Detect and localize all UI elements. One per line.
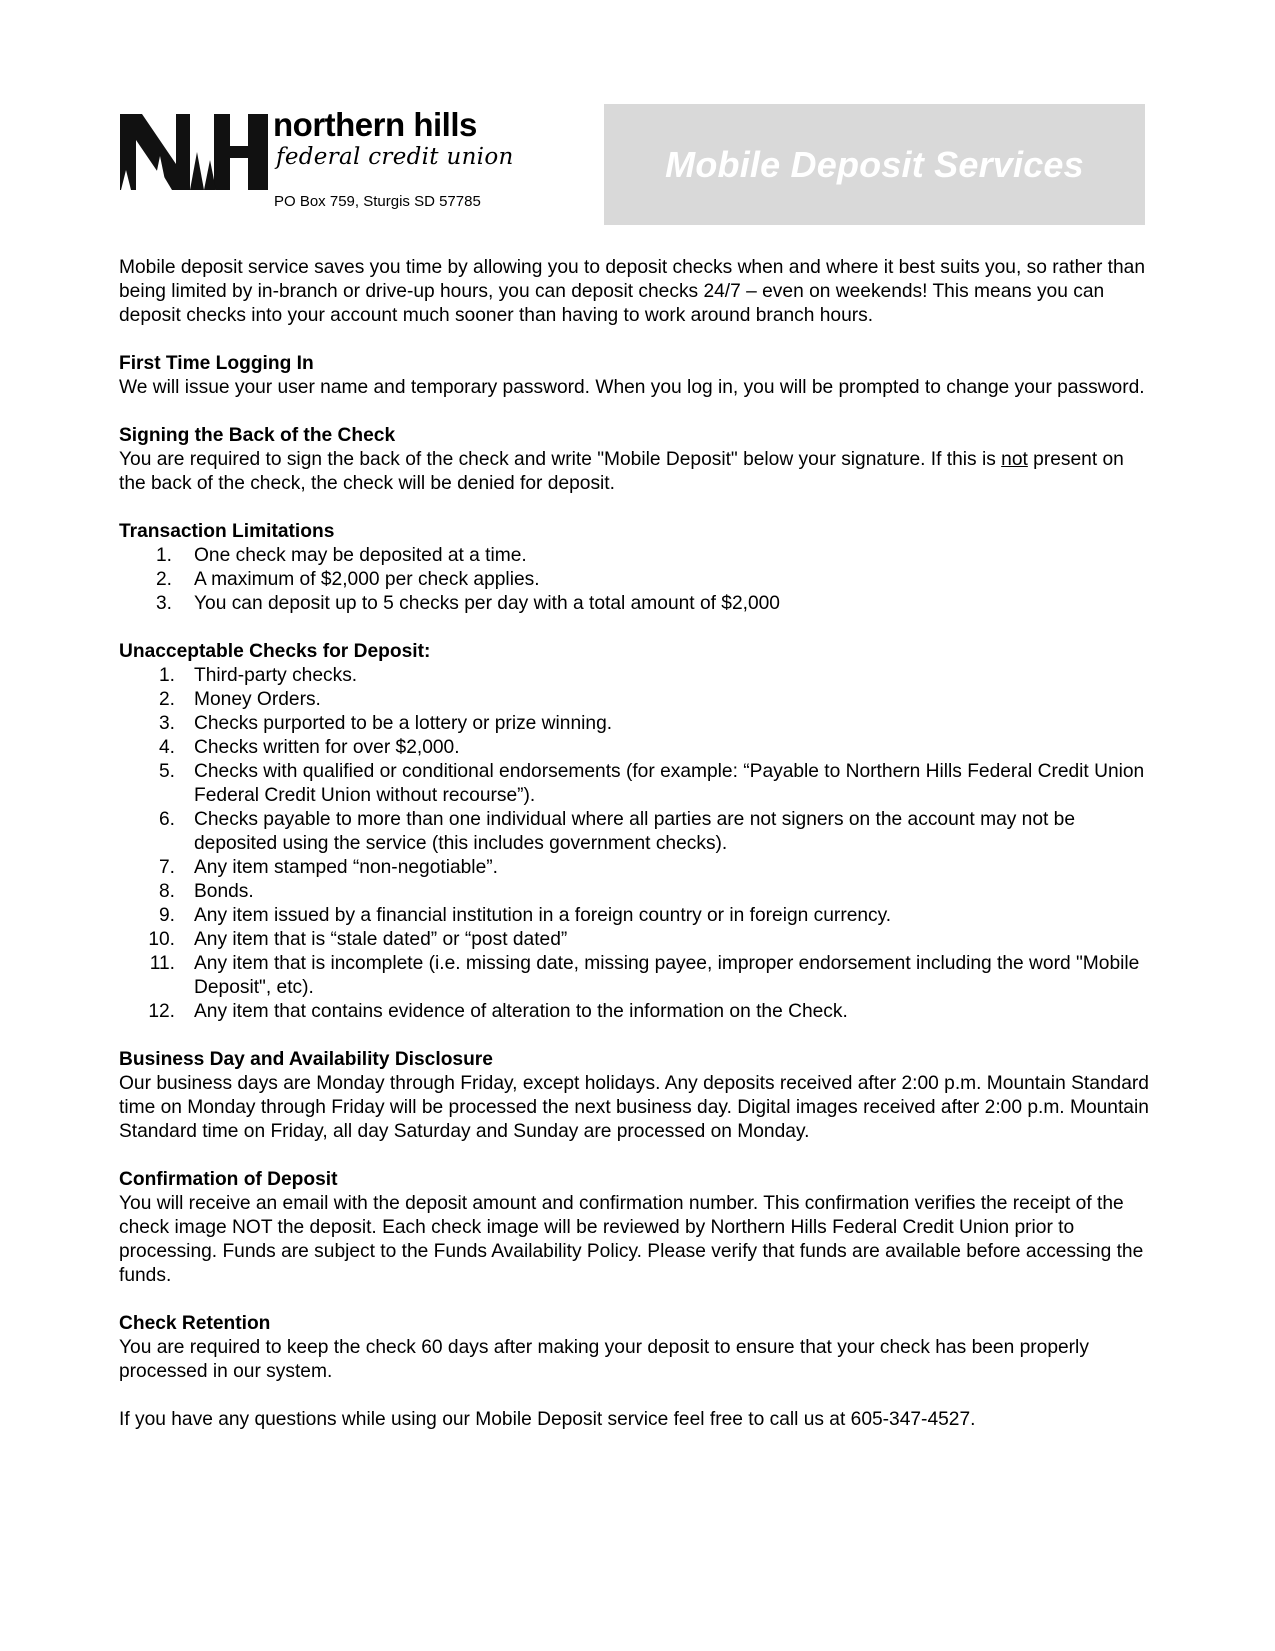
signing-text-part: present on the back of the check, the check will be denied for deposit. (119, 449, 1124, 494)
list-text: You can deposit up to 5 checks per day with a total amount of $2,000 (194, 593, 780, 614)
list-text: Any item that is incomplete (i.e. missing date, missing payee, improper endorsement including the word "Mobile Deposit", etc). (194, 953, 1140, 998)
list-item (119, 664, 1149, 688)
list-item (119, 928, 1149, 952)
limits-list (119, 544, 1149, 616)
list-item (119, 1000, 1149, 1024)
list-number: 11. (149, 953, 175, 974)
unacceptable-heading: Unacceptable Checks for Deposit: (119, 641, 431, 662)
list-number: 1. (158, 665, 175, 686)
page-title: Mobile Deposit Services (665, 143, 1084, 185)
business-day-heading: Business Day and Availability Disclosure (119, 1049, 493, 1070)
retention-text: You are required to keep the check 60 days after making your deposit to ensure that your check has been properly processed in our system. (119, 1337, 1089, 1382)
unacceptable-list (119, 664, 1149, 1024)
confirmation-heading: Confirmation of Deposit (119, 1169, 338, 1190)
first-login-text: We will issue your user name and temporary password. When you log in, you will be prompted to change your password. (119, 377, 1145, 398)
first-login-heading: First Time Logging In (119, 353, 314, 374)
list-number: 10. (148, 929, 175, 950)
signing-text (119, 448, 1149, 496)
logo-name: northern hills (273, 106, 477, 143)
list-number: 2. (155, 569, 172, 590)
list-item (119, 856, 1149, 880)
closing-paragraph: If you have any questions while using our Mobile Deposit service feel free to call us at 605-347-4527. (119, 1409, 976, 1430)
list-text: Checks written for over $2,000. (194, 737, 460, 758)
list-item (119, 544, 1149, 568)
signing-heading: Signing the Back of the Check (119, 425, 396, 446)
list-number: 9. (158, 905, 175, 926)
list-number: 3. (155, 593, 172, 614)
list-item (119, 592, 1149, 616)
document-body (119, 256, 1149, 1432)
list-item (119, 808, 1149, 856)
logo-subtitle: federal credit union (276, 144, 514, 170)
list-item (119, 904, 1149, 928)
list-item (119, 952, 1149, 1000)
list-text: Any item stamped “non-negotiable”. (194, 857, 498, 878)
list-text: Third-party checks. (194, 665, 358, 686)
credit-union-logo (118, 106, 538, 212)
business-day-text: Our business days are Monday through Friday, except holidays. Any deposits received after 2:00 p.m. Mountain Standard time on Monday through Friday will be processed the next business day. Digital images received after 2:00 p.m. Mountain Standard time on Friday, all day Saturday and Sunday are processed on Monday. (119, 1073, 1149, 1142)
mailing-address: PO Box 759, Sturgis SD 57785 (274, 193, 481, 210)
list-number: 3. (158, 713, 175, 734)
confirmation-text: You will receive an email with the deposit amount and confirmation number. This confirmation verifies the receipt of the check image NOT the deposit. Each check image will be reviewed by Northern Hills Federal Credit Union prior to processing. Funds are subject to the Funds Availability Policy. Please verify that funds are available before accessing the funds. (119, 1193, 1144, 1286)
list-text: Bonds. (194, 881, 254, 902)
intro-paragraph: Mobile deposit service saves you time by allowing you to deposit checks when and where it best suits you, so rather than being limited by in-branch or drive-up hours, you can deposit checks 24/7 – even on weekends! This means you can deposit checks into your account much sooner than having to work around branch hours. (119, 257, 1146, 326)
limits-heading: Transaction Limitations (119, 521, 335, 542)
list-number: 7. (158, 857, 175, 878)
list-item (119, 760, 1149, 808)
list-text: Checks with qualified or conditional endorsements (for example: “Payable to Northern Hills Federal Credit Union Federal Credit Union without recourse”). (194, 761, 1145, 806)
list-number: 8. (158, 881, 175, 902)
list-text: Any item that contains evidence of alteration to the information on the Check. (194, 1001, 848, 1022)
list-number: 6. (158, 809, 175, 830)
list-text: Any item that is “stale dated” or “post dated” (194, 929, 568, 950)
list-text: Checks payable to more than one individual where all parties are not signers on the account may not be deposited using the service (this includes government checks). (194, 809, 1076, 854)
list-number: 2. (158, 689, 175, 710)
list-text: Any item issued by a financial institution in a foreign country or in foreign currency. (194, 905, 892, 926)
trees-logo-icon (118, 112, 270, 192)
list-item (119, 568, 1149, 592)
list-number: 5. (158, 761, 175, 782)
list-text: Checks purported to be a lottery or prize winning. (194, 713, 613, 734)
list-number: 12. (148, 1001, 175, 1022)
list-item (119, 880, 1149, 904)
list-text: A maximum of $2,000 per check applies. (194, 569, 540, 590)
title-banner (604, 104, 1145, 225)
list-item (119, 688, 1149, 712)
list-text: One check may be deposited at a time. (194, 545, 527, 566)
signing-underlined-word: not (1001, 449, 1028, 470)
retention-heading: Check Retention (119, 1313, 271, 1334)
list-number: 1. (155, 545, 172, 566)
list-item (119, 736, 1149, 760)
list-text: Money Orders. (194, 689, 321, 710)
signing-text-part: You are required to sign the back of the check and write "Mobile Deposit" below your signature. If this is (119, 449, 1002, 470)
list-number: 4. (158, 737, 175, 758)
list-item (119, 712, 1149, 736)
